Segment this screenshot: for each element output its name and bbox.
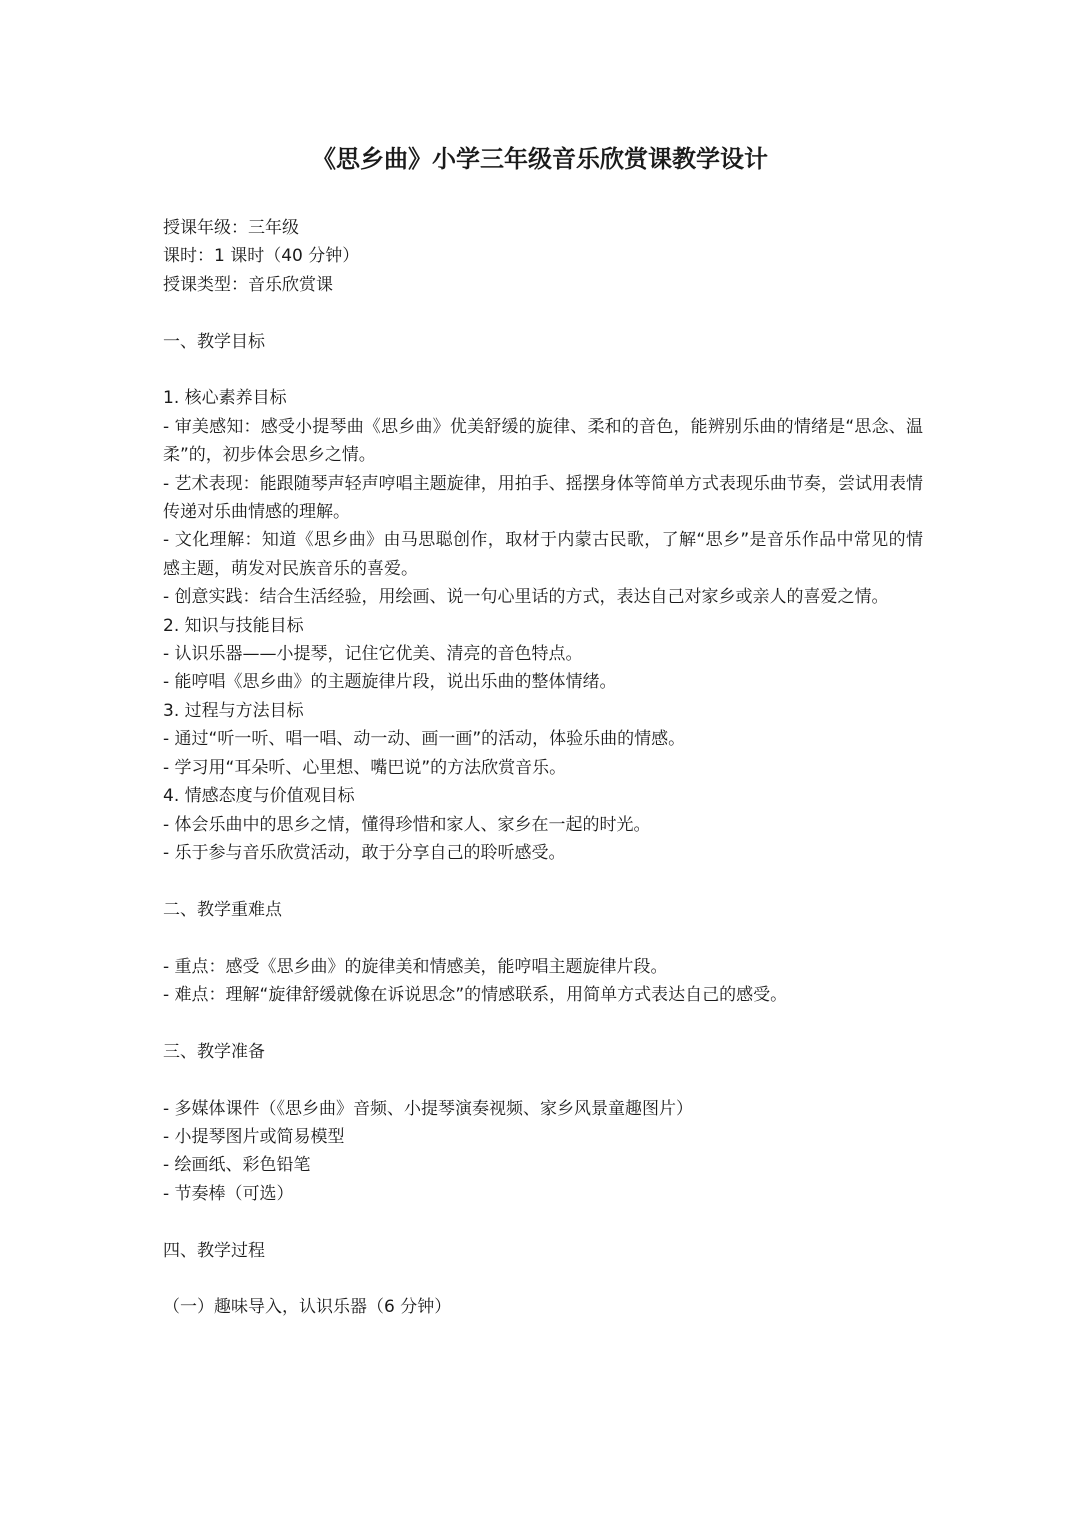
document-title: 《思乡曲》小学三年级音乐欣赏课教学设计: [312, 144, 768, 173]
preparation-item: - 小提琴图片或简易模型: [163, 1126, 345, 1147]
objective-item: - 创意实践：结合生活经验，用绘画、说一句心里话的方式，表达自己对家乡或亲人的喜爱之情。: [163, 587, 889, 608]
subheading-emotion-values: 4. 情感态度与价值观目标: [163, 786, 355, 807]
objective-item: - 学习用“耳朵听、心里想、嘴巴说”的方法欣赏音乐。: [163, 757, 567, 778]
subheading-knowledge-skills: 2. 知识与技能目标: [163, 615, 304, 636]
key-point-item: - 重点：感受《思乡曲》的旋律美和情感美，能哼唱主题旋律片段。: [163, 956, 668, 977]
section-heading-preparation: 三、教学准备: [163, 1041, 265, 1062]
objective-item: - 艺术表现：能跟随琴声轻声哼唱主题旋律，用拍手、摇摆身体等简单方式表现乐曲节奏，尝试用表情传递对乐曲情感的理解。: [163, 473, 923, 523]
lesson-type-line: 授课类型：音乐欣赏课: [163, 274, 333, 295]
objective-item: - 认识乐器——小提琴，记住它优美、清亮的音色特点。: [163, 644, 583, 665]
objective-item: - 通过“听一听、唱一唱、动一动、画一画”的活动，体验乐曲的情感。: [163, 729, 686, 750]
subheading-process-methods: 3. 过程与方法目标: [163, 700, 304, 721]
preparation-item: - 节奏棒（可选）: [163, 1183, 294, 1204]
preparation-item: - 多媒体课件（《思乡曲》音频、小提琴演奏视频、家乡风景童趣图片）: [163, 1098, 694, 1119]
duration-line: 课时：1 课时（40 分钟）: [163, 246, 360, 267]
document-body: [163, 214, 923, 1322]
preparation-item: - 绘画纸、彩色铅笔: [163, 1155, 311, 1176]
subheading-core-literacy: 1. 核心素养目标: [163, 388, 287, 409]
process-step-heading: （一）趣味导入，认识乐器（6 分钟）: [163, 1297, 452, 1318]
objective-item: - 能哼唱《思乡曲》的主题旋律片段，说出乐曲的整体情绪。: [163, 672, 617, 693]
section-heading-key-points: 二、教学重难点: [163, 899, 282, 920]
objective-item: - 乐于参与音乐欣赏活动，敢于分享自己的聆听感受。: [163, 842, 566, 863]
grade-line: 授课年级：三年级: [163, 218, 299, 238]
objective-item: - 体会乐曲中的思乡之情，懂得珍惜和家人、家乡在一起的时光。: [163, 814, 651, 835]
objective-item: - 审美感知：感受小提琴曲《思乡曲》优美舒缓的旋律、柔和的音色，能辨别乐曲的情绪是“思念、温柔”的，初步体会思乡之情。: [163, 416, 923, 466]
section-heading-objectives: 一、教学目标: [163, 331, 265, 352]
objective-item: - 文化理解：知道《思乡曲》由马思聪创作，取材于内蒙古民歌，了解“思乡”是音乐作品中常见的情感主题，萌发对民族音乐的喜爱。: [163, 530, 923, 579]
section-heading-teaching-process: 四、教学过程: [163, 1240, 265, 1261]
key-point-item: - 难点：理解“旋律舒缓就像在诉说思念”的情感联系，用简单方式表达自己的感受。: [163, 984, 788, 1005]
